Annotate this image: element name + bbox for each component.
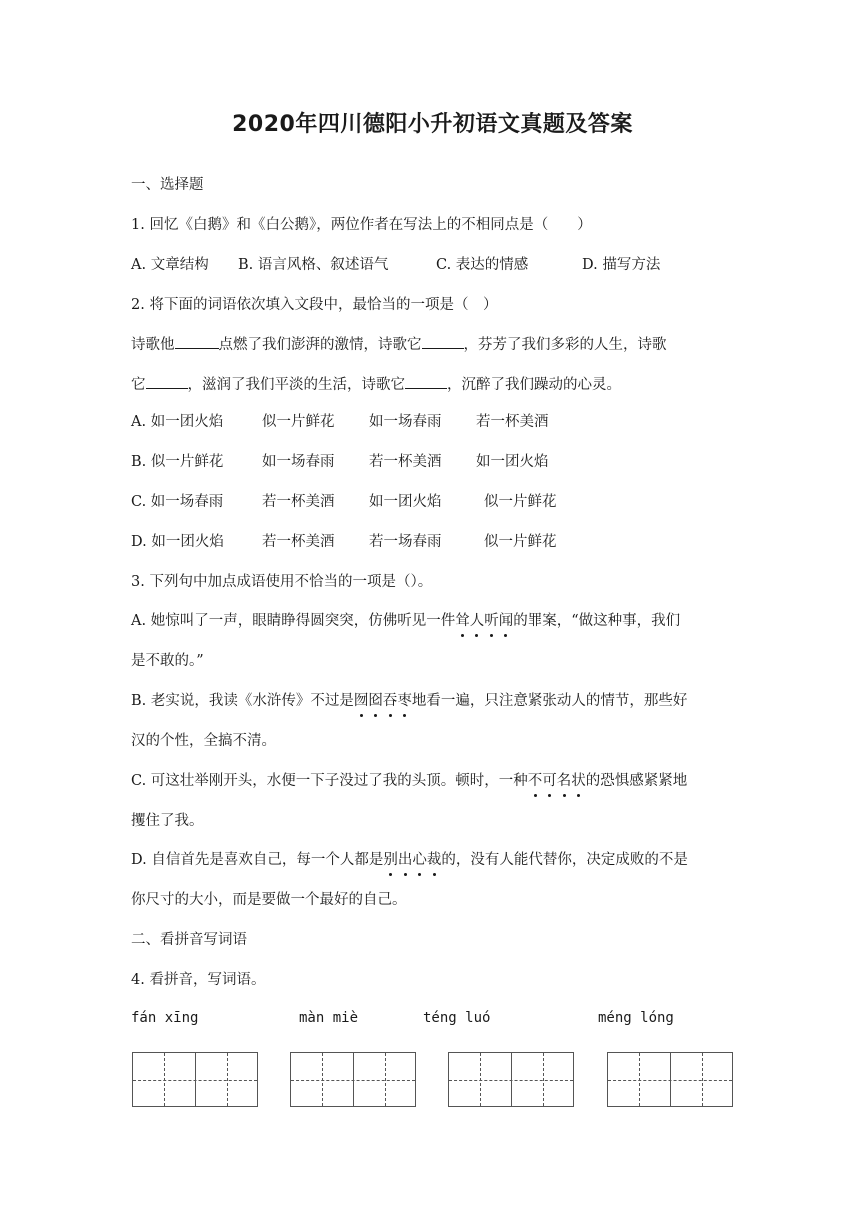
sentence-text: 的，没有人能代替你，决定成败的不是 [441,852,688,868]
passage-text: 点燃了我们澎湃的激情，诗歌它 [218,337,422,353]
option-phrase: 若一杯美酒 [476,414,549,430]
question-2-option-c [131,492,557,512]
dotted-character: 听 [484,613,499,629]
sentence-text: D. 自信首先是喜欢自己，每一个人都是 [131,852,384,868]
sentence-text: A. 她惊叫了一声，眼睛睁得圆突突，仿佛听见一件 [131,613,456,629]
option-phrase: 若一杯美酒 [262,534,335,550]
option-phrase: 若一杯美酒 [262,494,335,510]
option-phrase: 如一团火焰 [369,494,442,510]
dotted-character: 裁 [426,852,442,868]
writing-grid-box[interactable] [448,1052,574,1107]
pinyin-label: màn miè [299,1010,359,1026]
question-2-option-d [131,532,557,552]
option-phrase: 如一团火焰 [476,454,549,470]
question-4-stem: 4. 看拼音，写词语。 [131,972,266,988]
writing-grid-box[interactable] [607,1052,733,1107]
question-2-passage-line-2 [131,374,621,395]
pinyin-label: téng luó [423,1010,491,1026]
section-heading-pinyin: 二、看拼音写词语 [131,932,247,948]
question-2-passage-line-1 [131,334,667,355]
option-phrase: C. 如一场春雨 [131,494,224,510]
option-phrase: 似一片鲜花 [484,534,557,550]
option-d: D. 描写方法 [582,257,661,273]
question-3-option-a-line-1 [131,611,680,631]
option-phrase: 似一片鲜花 [484,494,557,510]
option-b: B. 语言风格、叙述语气 [238,257,389,273]
fill-blank [146,374,188,389]
question-2-option-b [131,452,549,472]
fill-blank [422,334,464,349]
question-3-option-a-line-2: 是不敢的。” [131,653,204,669]
question-3-option-c-line-2: 攫住了我。 [131,813,204,829]
question-3-option-c-line-1 [131,771,687,791]
option-phrase: 若一场春雨 [369,534,442,550]
dotted-character: 不 [527,773,543,789]
question-3-option-d-line-2: 你尺寸的大小，而是要做一个最好的自己。 [131,892,407,908]
writing-grid-box[interactable] [290,1052,416,1107]
dotted-idiom [383,852,441,868]
page-title: 2020年四川德阳小升初语文真题及答案 [232,112,633,137]
writing-grid-box[interactable] [132,1052,258,1107]
option-phrase: D. 如一团火焰 [131,534,224,550]
passage-text: 它 [131,377,146,393]
question-3-option-b-line-2: 汉的个性，全搞不清。 [131,733,276,749]
dotted-character: 可 [542,773,557,789]
dotted-character: 别 [383,852,398,868]
sentence-text: 的恐惧感紧紧地 [585,773,688,789]
pinyin-label: fán xīng [131,1010,199,1026]
passage-text: ，滋润了我们平淡的生活，诗歌它 [187,377,405,393]
dotted-idiom [528,773,586,789]
dotted-idiom [455,613,513,629]
sentence-text: 地看一遍，只注意紧张动人的情节，那些好 [411,693,688,709]
passage-text: 诗歌他 [131,337,175,353]
passage-text: ，沉醉了我们躁动的心灵。 [447,377,621,393]
option-phrase: 若一杯美酒 [369,454,442,470]
question-3-option-d-line-1 [131,850,688,870]
dotted-character: 囵 [368,693,383,709]
fill-blank [405,374,447,389]
option-phrase: B. 似一片鲜花 [131,454,224,470]
section-heading-choice: 一、选择题 [131,177,204,193]
option-phrase: A. 如一团火焰 [131,414,224,430]
sentence-text: C. 可这壮举刚开头，水便一下子没过了我的头顶。顿时，一种 [131,773,528,789]
option-c: C. 表达的情感 [436,257,529,273]
dotted-character: 耸 [455,613,470,629]
passage-text: ，芬芳了我们多彩的人生，诗歌 [463,337,667,353]
question-2-stem: 2. 将下面的词语依次填入文段中，最恰当的一项是（ ） [131,297,498,313]
option-phrase: 如一场春雨 [369,414,442,430]
question-3-option-b-line-1 [131,691,687,711]
option-phrase: 似一片鲜花 [262,414,335,430]
option-a: A. 文章结构 [131,257,209,273]
dotted-character: 吞 [382,693,398,709]
dotted-character: 名 [556,773,572,789]
dotted-character: 心 [412,852,427,868]
dotted-character: 人 [469,613,485,629]
dotted-character: 出 [397,852,413,868]
dotted-idiom [354,693,412,709]
dotted-character: 囫 [353,693,369,709]
sentence-text: B. 老实说，我读《水浒传》不过是 [131,693,354,709]
question-1-stem: 1. 回忆《白鹅》和《白公鹅》，两位作者在写法上的不相同点是（ ） [131,217,592,233]
dotted-character: 枣 [397,693,412,709]
question-1-options [131,255,660,275]
fill-blank [175,334,219,349]
pinyin-label: méng lóng [598,1010,674,1026]
question-3-stem: 3. 下列句中加点成语使用不恰当的一项是（）。 [131,574,433,590]
sentence-text: 的罪案，“做这种事，我们 [513,613,681,629]
question-2-option-a [131,412,549,432]
dotted-character: 闻 [498,613,514,629]
dotted-character: 状 [571,773,586,789]
option-phrase: 如一场春雨 [262,454,335,470]
